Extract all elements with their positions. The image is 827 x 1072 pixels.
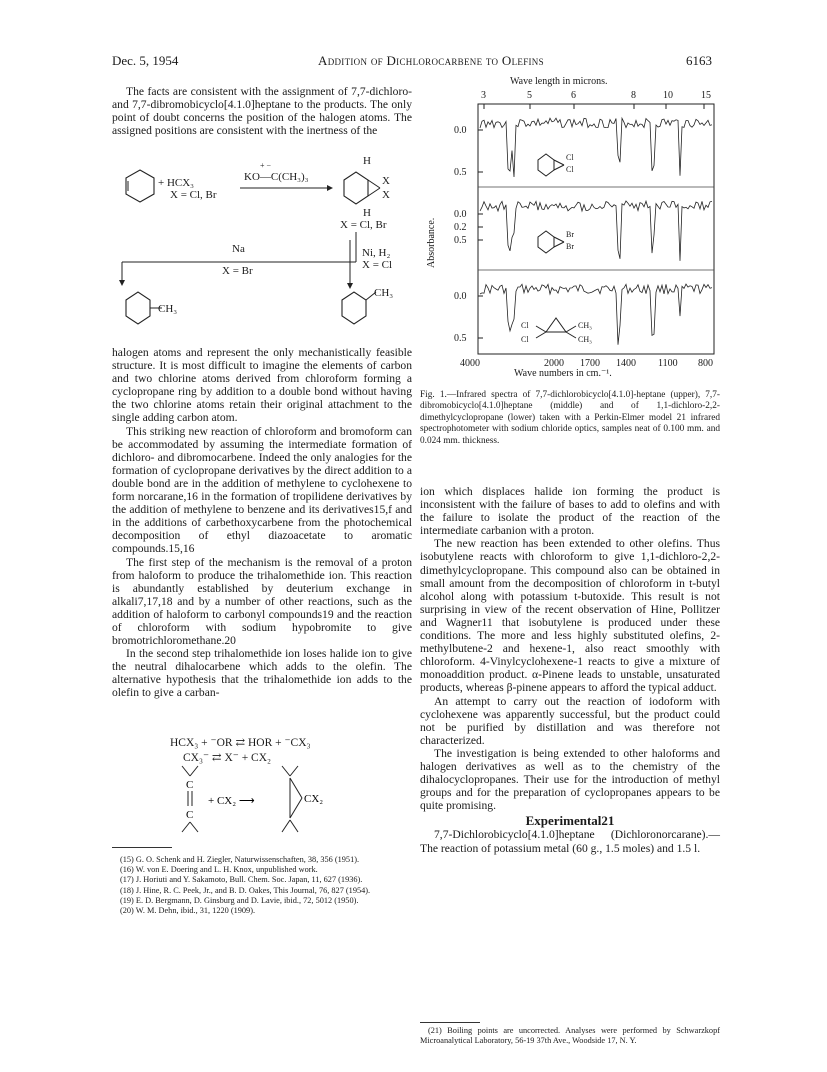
bottom-tick-label: 1400 [616,358,636,369]
spectrum-trace [480,201,712,261]
page-number: 6163 [686,53,712,68]
structure-dichloronorcarane [538,153,574,176]
struct-label: Cl [521,321,529,330]
scheme-x-br: X = Br [222,265,253,277]
ir-spectra-figure [420,70,720,380]
equation-2: CX₃⁻ ⇄ X⁻ + CX₂ [183,752,272,764]
paragraph: The new reaction has been extended to other olefins. Thus isobutylene reacts with chloroform to give 1,1-dichloro-2,2-dimethylcyclopropane. This compound also can be obtained in small amount from the decomposition of chloroform in t-butyl alcohol along with potassium t-butoxide. This result is not surprising in view of the recent observation of Hine, Pollitzer and Wagner11 that isobutylene is produced under these conditions. The more and less highly substituted olefins, 2-methylbutene-2 and hexene-1, also react smoothly with chloroform. 4-Vinylcyclohexene-1 reacts to give a mixture of monoaddition product. α-Pinene leads to unstable, unsaturated products, whereas β-pinene appears to afford the typical adduct. [420,537,720,695]
y-tick-label: 0.5 [454,235,467,246]
scheme-h-bottom: H [363,207,371,219]
equation-3 [160,760,360,860]
scheme-h-top: H [363,155,371,167]
struct-label: Cl [521,335,529,344]
paragraph: This striking new reaction of chloroform and bromoform can be accommodated by assuming the intermediate formation of dichloro- and dibromocarbene. Indeed the only analogies for the formation of cyclopropane derivatives by the direct addition to a double bond are in the addition of methylene to cyclohexene to form norcarane,16 in the formation of tropilidene derivatives by the addition of methylene to benzene and its derivatives15,f and in the additions of carbethoxycarbene from the photochemical decomposition of ethyl diazoacetate to aromatic compounds.15,16 [112,424,412,556]
eq3-c1: C [186,779,194,791]
cyclohexene-ring [126,170,154,202]
paragraph: ion which displaces halide ion forming the product is inconsistent with the failure of bases to add to olefins and with the failure to isolate the product of the reaction of the intermediate carbanion with a proton. [420,485,720,538]
top-tick-label: 10 [663,90,673,101]
figure-bottom-label: Wave numbers in cm.⁻¹. [514,368,612,379]
structure-dichlorodimethylcyclopropane [521,318,592,344]
footnote: (16) W. von E. Doering and L. H. Knox, unpublished work. [120,865,318,875]
paragraph: An attempt to carry out the reaction of iodoform with cyclohexene was apparently successful, but the product could not be purified by distillation and was therefore not characterized. [420,694,720,747]
top-tick-label: 15 [701,90,711,101]
footnote: (17) J. Horiuti and Y. Sakamoto, Bull. Chem. Soc. Japan, 11, 627 (1936). [120,875,363,885]
bottom-tick-label: 2000 [544,358,564,369]
footnote: (19) E. D. Bergmann, D. Ginsburg and D. Lavie, ibid., 72, 5012 (1950). [120,895,359,905]
struct-label: Cl [566,153,574,162]
scheme-x-def2: X = Cl, Br [340,219,387,231]
y-tick-label: 0.0 [454,291,467,302]
eq3-prod: CX₂ [304,793,324,805]
paragraph: In the second step trihalomethide ion loses halide ion to give the neutral dihalocarbene which adds to the olefin. The alternative hypothesis that the trihalomethide ion adds to the olefin to give a carban- [112,647,412,700]
paragraph: The first step of the mechanism is the removal of a proton from haloform to produce the trihalomethide ion. This reaction is abundantly established by deuterium exchange in alkali7,17,18 and by a number of other reactions, such as the addition of haloform to carbonyl compounds19 and the reaction of chloroform with sodium hypobromite to give bromotrichloromethane.20 [112,555,412,648]
spectrum-trace [480,284,712,345]
scheme-x-def: X = Cl, Br [170,189,217,201]
y-tick-label: 0.0 [454,125,467,136]
scheme-reagent: + HCX₃ [158,177,195,189]
struct-label: CH₃ [578,335,592,344]
scheme-na: Na [232,243,245,255]
right-body [420,485,720,855]
experimental-text: 7,7-Dichlorobicyclo[4.1.0]heptane (Dichloronorcarane).—The reaction of potassium metal (60 g., 1.5 moles) and 1.5 l. [420,828,720,855]
methylcyclohexane-ring-2 [342,292,366,324]
y-tick-label: 0.2 [454,222,467,233]
scheme-base: KO—C(CH₃)₃ [244,171,309,183]
paragraph: The facts are consistent with the assignment of 7,7-dichloro- and 7,7-dibromobicyclo[4.1.0]heptane to the products. The only point of doubt concerns the position of the halogen atoms. The assigned positions are consistent with the inertness of the [112,85,412,138]
methylcyclohexane-ring [126,292,150,324]
footnote-rule [112,847,172,848]
top-tick-label: 5 [527,90,532,101]
section-heading-experimental: Experimental21 [525,813,615,829]
scheme-ch3-b: CH₃ [374,287,394,299]
y-tick-label: 0.0 [454,209,467,220]
footnote-21 [420,1026,720,1046]
scheme-x-cl: X = Cl [362,259,393,271]
footnote: (20) W. M. Dehn, ibid., 31, 1220 (1909). [120,906,256,916]
footnote: (18) J. Hine, R. C. Peek, Jr., and B. D. Oakes, This Journal, 76, 827 (1954). [120,885,371,895]
figure-y-label: Absorbance. [426,217,437,268]
y-tick-label: 0.5 [454,333,467,344]
bottom-tick-label: 1100 [658,358,678,369]
figure-caption: Fig. 1.—Infrared spectra of 7,7-dichlorobicyclo[4.1.0]-heptane (upper), 7,7-dibromobicyclo[4.1.0]heptane (middle) and of 1,1-dichloro-2,2-dimethylcyclopropane (lower) taken with a Perkin-Elmer model 21 infrared spectrophotometer with sodium chloride optics, samples neat of 0.100 mm. and 0.024 mm. thickness. [420,390,720,446]
y-tick-label: 0.5 [454,167,467,178]
struct-label: Br [566,230,574,239]
paragraph: halogen atoms and represent the only mechanistically feasible structure. It is most difficult to imagine the elements of carbon and two chlorine atoms derived from chloroform forming a cyclopropane ring by addition to a double bond without having the two chlorine atoms retain their original attachment to the single adding carbon atom. [112,346,412,425]
struct-label: Br [566,242,574,251]
top-tick-label: 6 [571,90,576,101]
scheme-ch3-a: CH₃ [158,303,178,315]
struct-label: Cl [566,165,574,174]
spectrum-trace [480,118,712,177]
footnote: (15) G. O. Schenk and H. Ziegler, Naturwissenschaften, 38, 356 (1951). [120,855,360,864]
running-title: Addition of Dichlorocarbene to Olefins [318,53,544,68]
product-ring [344,172,368,204]
eq3-c2: C [186,809,194,821]
reaction-scheme [112,150,412,340]
scheme-x2: X [382,189,390,201]
paragraph: The investigation is being extended to other haloforms and halogen derivatives as well as to the chemistry of the dihalocyclopropanes. Their use for the introduction of methyl groups and for the preparation of cyclopropanes appears to be quite promising. [420,746,720,813]
footnote: (21) Boiling points are uncorrected. Analyses were performed by Schwarzkopf Microanalytical Laboratory, 56-19 37th Ave., Woodside 17, N. Y. [420,1026,720,1046]
footnotes-left [112,855,412,916]
scheme-ni: Ni, H₂ [362,247,391,259]
bottom-tick-label: 800 [698,358,713,369]
structure-dibromonorcarane [538,230,574,253]
eq3-plus: + CX₂ ⟶ [208,795,255,807]
top-tick-label: 8 [631,90,636,101]
struct-label: CH₃ [578,321,592,330]
scheme-x1: X [382,175,390,187]
left-body [112,346,412,700]
running-date: Dec. 5, 1954 [112,53,179,68]
bottom-tick-label: 1700 [580,358,600,369]
top-tick-label: 3 [481,90,486,101]
figure-top-label: Wave length in microns. [510,76,608,87]
equation-1: HCX₃ + ⁻OR ⇄ HOR + ⁻CX₃ [170,737,311,749]
bottom-tick-label: 4000 [460,358,480,369]
left-para-1 [112,85,412,137]
scheme-base-charge: + − [260,161,272,170]
footnote-rule-right [420,1022,480,1023]
